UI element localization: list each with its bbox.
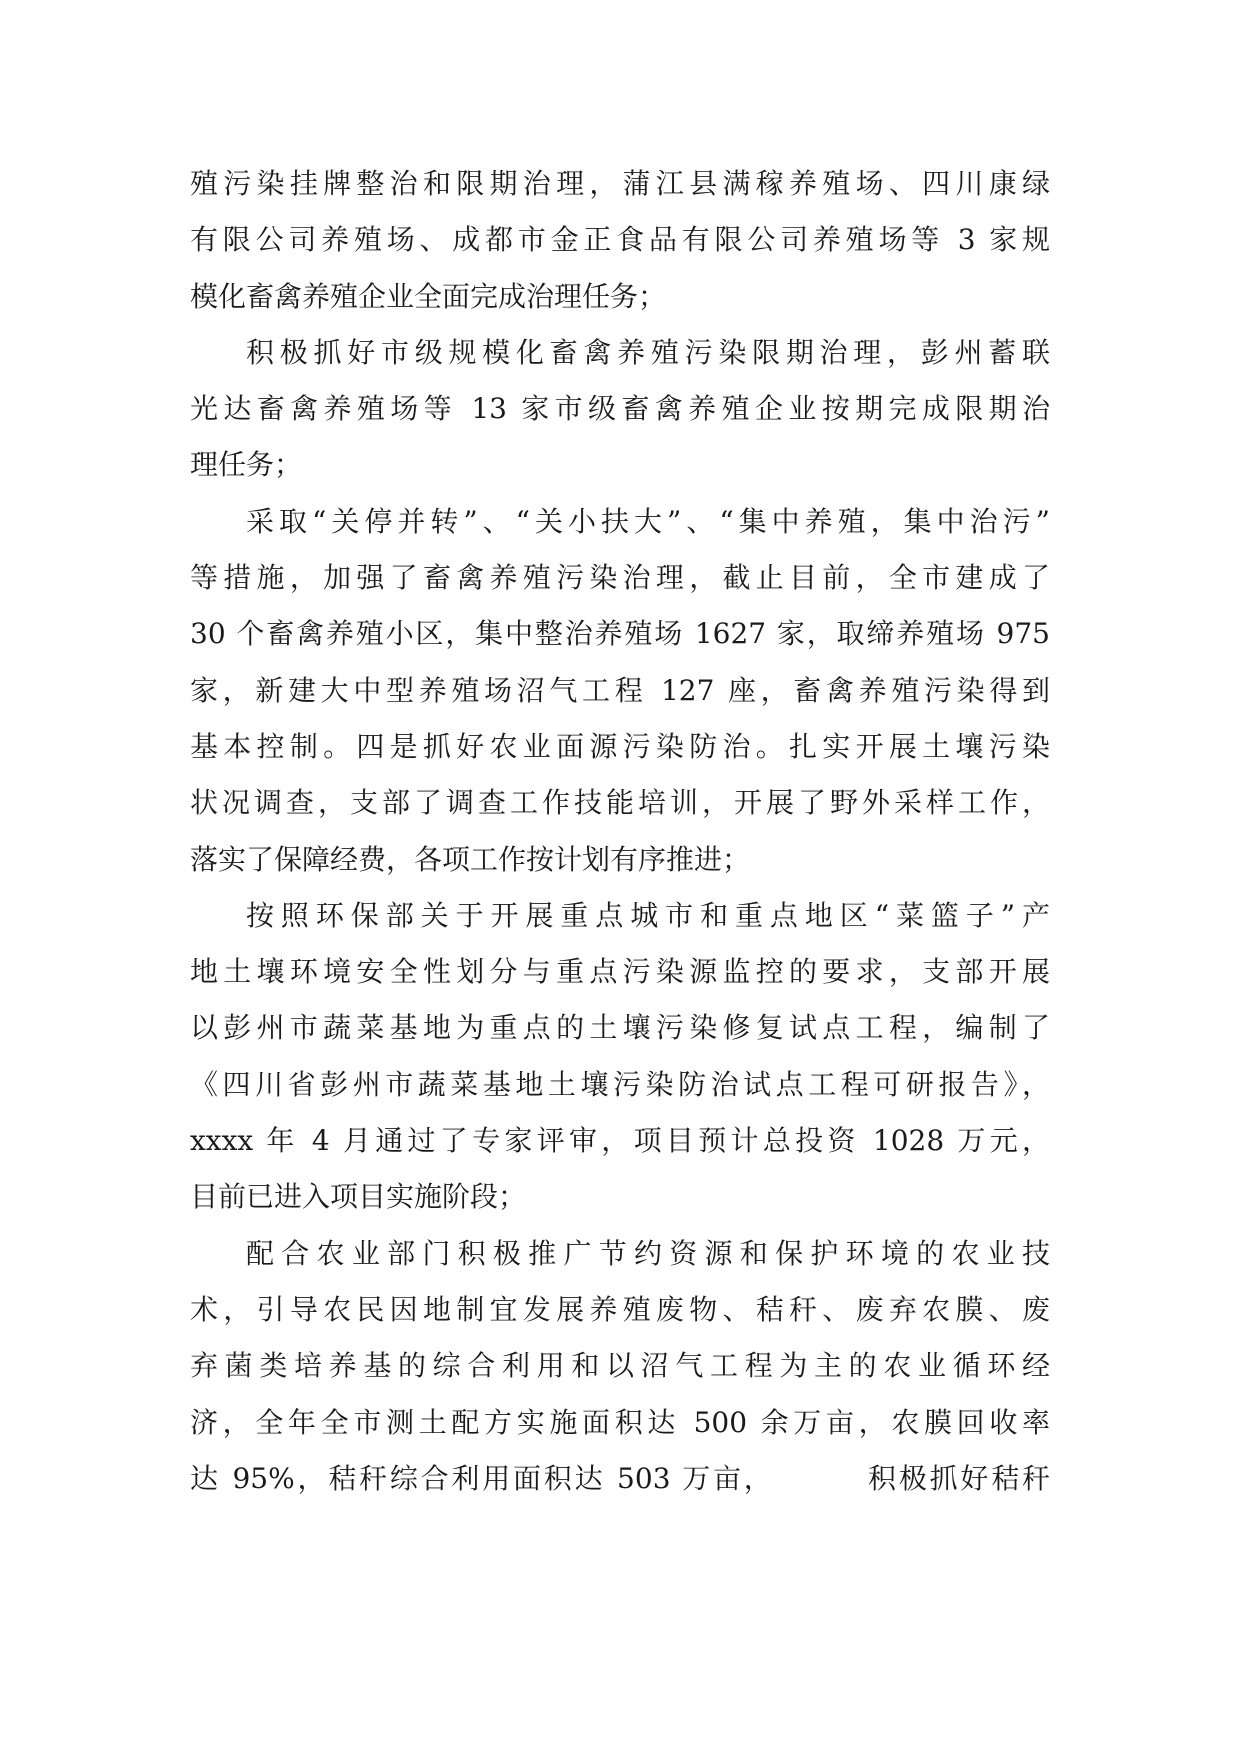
text-line: 理任务； <box>190 448 303 482</box>
text-line: 30 个畜禽养殖小区，集中整治养殖场 1627 家，取缔养殖场 975 <box>190 617 1050 651</box>
text-line: 地土壤环境安全性划分与重点污染源监控的要求，支部开展 <box>190 955 1050 989</box>
text-line: 《四川省彭州市蔬菜基地土壤污染防治试点工程可研报告》， <box>190 1067 1050 1101</box>
text-line: 采取“关停并转”、“关小扶大”、“集中养殖，集中治污” <box>246 504 1050 538</box>
text-line: 按照环保部关于开展重点城市和重点地区“菜篮子”产 <box>246 898 1050 932</box>
text-line: 达 95%，秸秆综合利用面积达 503 万亩， 积极抓好秸秆 <box>190 1461 1050 1495</box>
text-line: 弃菌类培养基的综合利用和以沼气工程为主的农业循环经 <box>190 1349 1050 1383</box>
text-line: 等措施，加强了畜禽养殖污染治理，截止目前，全市建成了 <box>190 561 1050 595</box>
text-line: 模化畜禽养殖企业全面完成治理任务； <box>190 279 667 313</box>
text-line: 落实了保障经费，各项工作按计划有序推进； <box>190 842 751 876</box>
text-line: 光达畜禽养殖场等 13 家市级畜禽养殖企业按期完成限期治 <box>190 392 1050 426</box>
text-line: 济，全年全市测土配方实施面积达 500 余万亩，农膜回收率 <box>190 1405 1050 1439</box>
body-text <box>190 156 1050 1507</box>
text-line: xxxx 年 4 月通过了专家评审，项目预计总投资 1028 万元， <box>190 1124 1050 1158</box>
text-line: 目前已进入项目实施阶段； <box>190 1180 527 1214</box>
text-line: 积极抓好市级规模化畜禽养殖污染限期治理，彭州蓄联 <box>246 335 1050 369</box>
text-line: 家，新建大中型养殖场沼气工程 127 座，畜禽养殖污染得到 <box>190 673 1050 707</box>
text-line: 基本控制。四是抓好农业面源污染防治。扎实开展土壤污染 <box>190 729 1050 763</box>
text-line: 术，引导农民因地制宜发展养殖废物、秸秆、废弃农膜、废 <box>190 1292 1050 1326</box>
text-line: 有限公司养殖场、成都市金正食品有限公司养殖场等 3 家规 <box>190 223 1050 257</box>
text-line: 配合农业部门积极推广节约资源和保护环境的农业技 <box>246 1236 1050 1270</box>
text-line: 状况调查，支部了调查工作技能培训，开展了野外采样工作， <box>190 786 1050 820</box>
text-line: 殖污染挂牌整治和限期治理，蒲江县满稼养殖场、四川康绿 <box>190 167 1050 200</box>
text-line: 以彭州市蔬菜基地为重点的土壤污染修复试点工程，编制了 <box>190 1011 1050 1045</box>
